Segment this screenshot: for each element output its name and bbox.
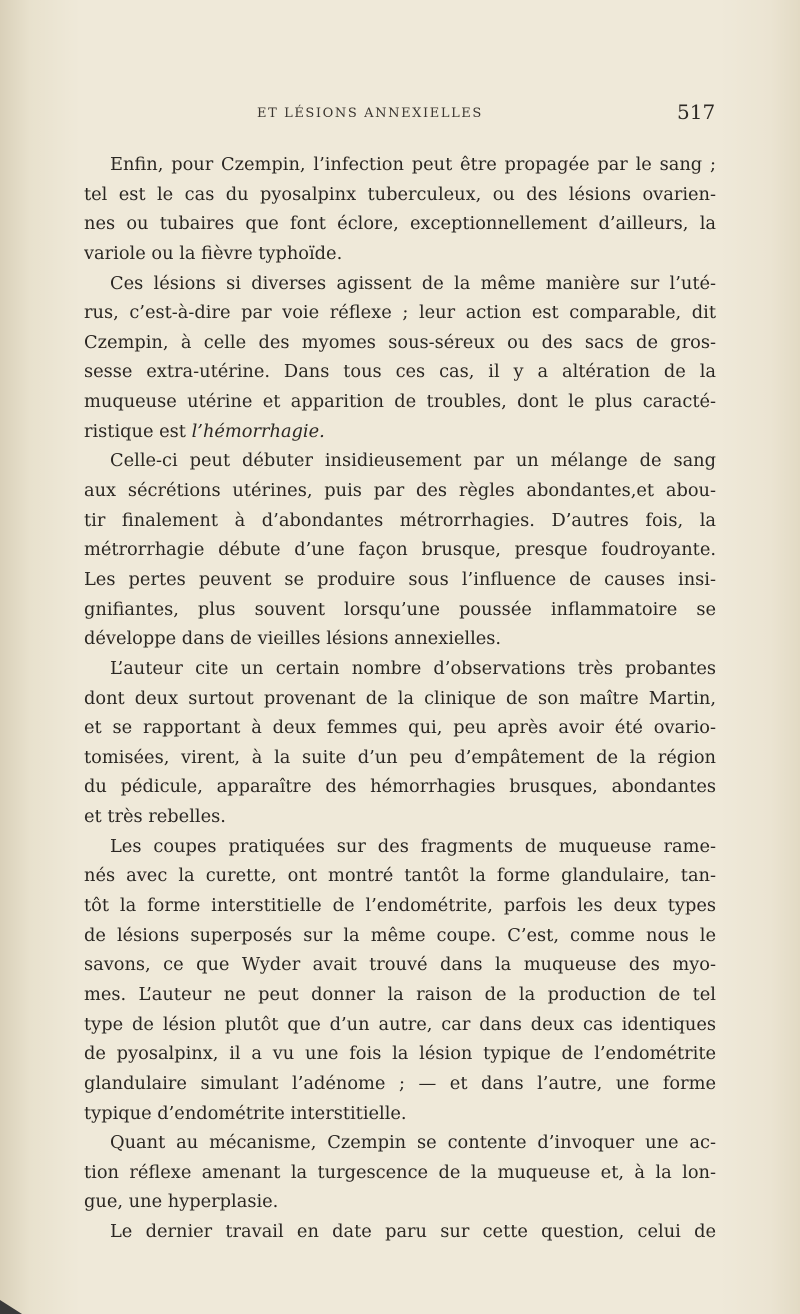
running-head: ET LÉSIONS ANNEXIELLES bbox=[257, 106, 483, 121]
text-line: et se rapportant à deux femmes qui, peu après avoir été ovario- bbox=[84, 717, 716, 739]
body-text bbox=[84, 150, 716, 1247]
text-line: métrorrhagie débute d’une façon brusque, presque foudroyante. bbox=[84, 539, 716, 561]
text-line: tomisées, virent, à la suite d’un peu d’empâtement de la région bbox=[84, 746, 716, 768]
text-line: tôt la forme interstitielle de l’endométrite, parfois les deux types bbox=[84, 895, 716, 917]
text-line: Les coupes pratiquées sur des fragments de muqueuse rame- bbox=[110, 835, 716, 857]
text-line: et très rebelles. bbox=[84, 806, 226, 828]
text-line: Quant au mécanisme, Czempin se contente d’invoquer une ac- bbox=[110, 1132, 716, 1154]
text-line: aux sécrétions utérines, puis par des règles abondantes,et abou- bbox=[84, 480, 716, 502]
text-line: tel est le cas du pyosalpinx tuberculeux, ou des lésions ovarien- bbox=[84, 183, 716, 205]
page-corner-shadow bbox=[0, 1300, 22, 1314]
text-line: Les pertes peuvent se produire sous l’influence de causes insi- bbox=[84, 568, 716, 590]
text-line: Czempin, à celle des myomes sous-séreux ou des sacs de gros- bbox=[84, 331, 716, 353]
paragraph bbox=[84, 654, 716, 832]
paragraph bbox=[84, 1217, 716, 1247]
text-line: nes ou tubaires que font éclore, exceptionnellement d’ailleurs, la bbox=[84, 213, 716, 235]
text-line: Celle-ci peut débuter insidieusement par un mélange de sang bbox=[110, 450, 716, 472]
text-line: L’auteur cite un certain nombre d’observations très probantes bbox=[110, 657, 716, 679]
text-line: dont deux surtout provenant de la clinique de son maître Martin, bbox=[84, 687, 716, 709]
text-line: rus, c’est-à-dire par voie réflexe ; leur action est comparable, dit bbox=[84, 302, 716, 324]
text-line: du pédicule, apparaître des hémorrhagies brusques, abondantes bbox=[84, 776, 716, 798]
text-run: ristique est bbox=[84, 420, 192, 442]
paragraph bbox=[84, 1128, 716, 1217]
paragraph bbox=[84, 832, 716, 1128]
text-line: tion réflexe amenant la turgescence de la muqueuse et, à la lon- bbox=[84, 1161, 716, 1183]
paragraph bbox=[84, 446, 716, 653]
paragraph bbox=[84, 269, 716, 447]
text-line: glandulaire simulant l’adénome ; — et dans l’autre, une forme bbox=[84, 1072, 716, 1094]
text-line: nés avec la curette, ont montré tantôt la forme glandulaire, tan- bbox=[84, 865, 716, 887]
text-line: de lésions superposés sur la même coupe. C’est, comme nous le bbox=[84, 924, 716, 946]
text-line: variole ou la fièvre typhoïde. bbox=[84, 242, 343, 264]
italic-term: l’hémorrhagie. bbox=[191, 420, 325, 442]
text-line: gue, une hyperplasie. bbox=[84, 1191, 279, 1213]
text-line: Le dernier travail en date paru sur cette question, celui de bbox=[110, 1221, 716, 1243]
text-line: tir finalement à d’abondantes métrorrhagies. D’autres fois, la bbox=[84, 509, 716, 531]
text-line bbox=[84, 417, 716, 447]
text-line: mes. L’auteur ne peut donner la raison de la production de tel bbox=[84, 983, 716, 1005]
page-header bbox=[0, 100, 800, 140]
text-line: Enfin, pour Czempin, l’infection peut être propagée par le sang ; bbox=[110, 154, 716, 175]
text-line: gnifiantes, plus souvent lorsqu’une poussée inflammatoire se bbox=[84, 598, 716, 620]
text-line: type de lésion plutôt que d’un autre, car dans deux cas identiques bbox=[84, 1013, 716, 1035]
text-line: développe dans de vieilles lésions annexielles. bbox=[84, 628, 502, 650]
text-line: Ces lésions si diverses agissent de la même manière sur l’uté- bbox=[110, 272, 716, 294]
text-line: savons, ce que Wyder avait trouvé dans la muqueuse des myo- bbox=[84, 954, 716, 976]
paragraph bbox=[84, 150, 716, 269]
text-line: muqueuse utérine et apparition de troubles, dont le plus caracté- bbox=[84, 391, 716, 413]
text-line: de pyosalpinx, il a vu une fois la lésion typique de l’endométrite bbox=[84, 1043, 716, 1065]
text-line: sesse extra-utérine. Dans tous ces cas, il y a altération de la bbox=[84, 361, 716, 383]
page-number: 517 bbox=[677, 100, 716, 124]
text-line: typique d’endométrite interstitielle. bbox=[84, 1102, 407, 1124]
